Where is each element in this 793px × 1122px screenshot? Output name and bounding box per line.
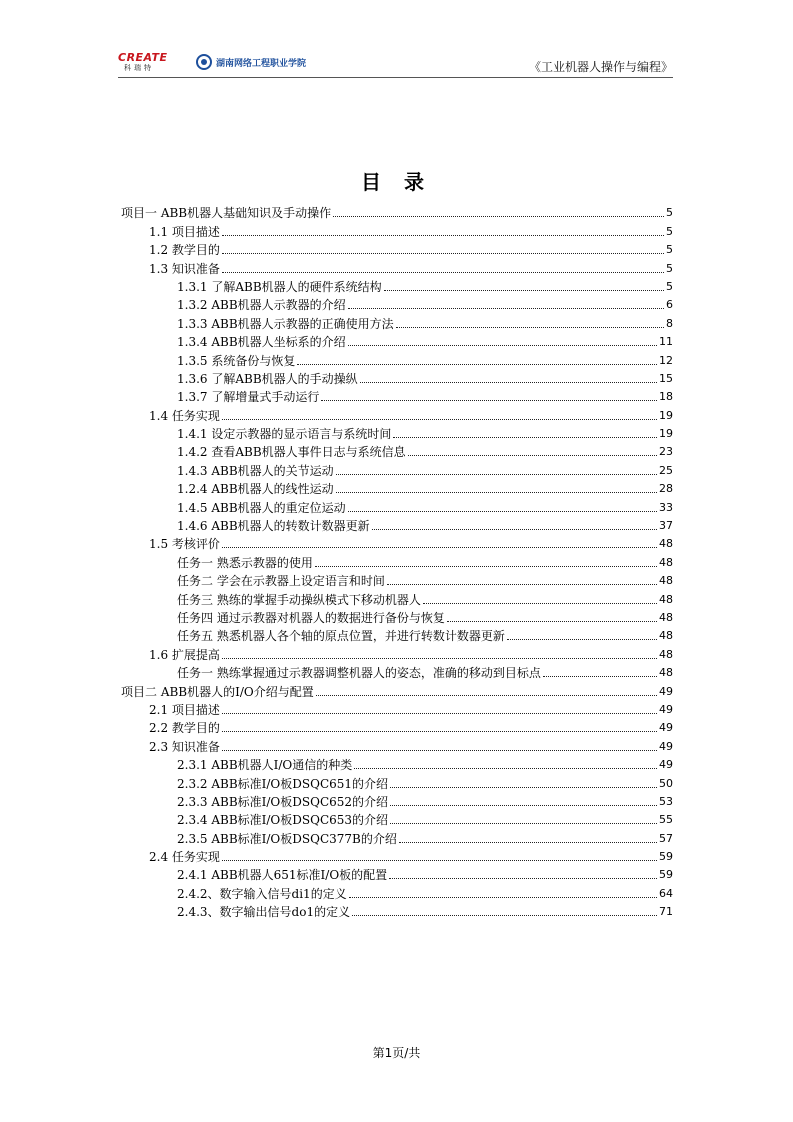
toc-entry-page: 5	[666, 243, 673, 257]
toc-entry-title: 项目一 ABB机器人基础知识及手动操作	[121, 206, 332, 221]
toc-entry-title: 1.3.6 了解ABB机器人的手动操纵	[177, 371, 358, 386]
dot-leader	[333, 216, 664, 217]
toc-entry[interactable]	[121, 276, 673, 294]
toc-entry-page: 57	[659, 831, 673, 845]
toc-entry[interactable]	[121, 478, 673, 496]
logo-sub: 科瑞特	[124, 64, 154, 72]
toc-entry-title: 任务二 学会在示教器上设定语言和时间	[177, 574, 385, 589]
toc-entry-page: 55	[659, 813, 673, 827]
college-name: 湖南网络工程职业学院	[216, 58, 307, 69]
dot-leader	[315, 566, 657, 567]
dot-leader	[352, 915, 657, 916]
dot-leader	[348, 345, 657, 346]
toc-entry-page: 49	[659, 721, 673, 735]
toc-entry-title: 1.3.2 ABB机器人示教器的介绍	[177, 298, 346, 313]
toc-entry[interactable]	[121, 312, 673, 330]
toc-entry-title: 项目二 ABB机器人的I/O介绍与配置	[121, 684, 314, 699]
toc-entry-page: 71	[659, 905, 673, 919]
dot-leader	[222, 419, 657, 420]
toc-entry-title: 任务五 熟悉机器人各个轴的原点位置，并进行转数计数器更新	[177, 629, 505, 644]
toc-entry-title: 1.4.2 查看ABB机器人事件日志与系统信息	[177, 445, 406, 460]
toc-entry-title: 任务一 熟练掌握通过示教器调整机器人的姿态，准确的移动到目标点	[177, 666, 541, 681]
toc-entry[interactable]	[121, 386, 673, 404]
toc-entry[interactable]	[121, 901, 673, 919]
toc-entry-page: 28	[659, 482, 673, 496]
toc-entry-page: 53	[659, 794, 673, 808]
toc-entry-page: 8	[666, 316, 673, 330]
toc-entry-title: 1.2 教学目的	[149, 243, 220, 258]
dot-leader	[447, 621, 657, 622]
dot-leader	[423, 603, 657, 604]
toc-entry[interactable]	[121, 791, 673, 809]
toc-entry-page: 5	[666, 279, 673, 293]
dot-leader	[387, 584, 657, 585]
toc-entry[interactable]	[121, 202, 673, 220]
toc-entry-title: 2.3.3 ABB标准I/O板DSQC652的介绍	[177, 794, 389, 809]
dot-leader	[543, 676, 657, 677]
toc-entry-title: 2.3.5 ABB标准I/O板DSQC377B的介绍	[177, 831, 397, 846]
header-divider	[118, 77, 673, 78]
toc-entry-title: 2.4 任务实现	[149, 850, 220, 865]
toc-entry-page: 19	[659, 427, 673, 441]
page-header	[118, 44, 673, 78]
dot-leader	[297, 364, 657, 365]
dot-leader	[222, 253, 664, 254]
toc-entry-page: 48	[659, 555, 673, 569]
toc-entry[interactable]	[121, 220, 673, 238]
toc-entry[interactable]	[121, 772, 673, 790]
toc-entry-title: 1.4.1 设定示教器的显示语言与系统时间	[177, 427, 392, 442]
toc-entry[interactable]	[121, 607, 673, 625]
toc-entry-title: 任务一 熟悉示教器的使用	[177, 555, 313, 570]
page-footer: 第1页/共	[372, 1046, 421, 1060]
toc-entry[interactable]	[121, 588, 673, 606]
toc-entry[interactable]	[121, 533, 673, 551]
toc-entry-page: 50	[659, 776, 673, 790]
toc-entry[interactable]	[121, 349, 673, 367]
toc-entry-page: 5	[666, 224, 673, 238]
dot-leader	[222, 750, 657, 751]
toc-entry[interactable]	[121, 496, 673, 514]
dot-leader	[222, 713, 657, 714]
dot-leader	[222, 547, 657, 548]
toc-entry-page: 48	[659, 537, 673, 551]
toc-entry[interactable]	[121, 441, 673, 459]
dot-leader	[349, 897, 657, 898]
toc-entry-page: 37	[659, 519, 673, 533]
toc-entry-title: 1.5 考核评价	[149, 537, 220, 552]
dot-leader	[222, 731, 657, 732]
toc-entry-page: 18	[659, 390, 673, 404]
book-title: 《工业机器人操作与编程》	[528, 60, 673, 74]
toc-entry[interactable]	[121, 735, 673, 753]
toc-entry[interactable]	[121, 570, 673, 588]
dot-leader	[222, 235, 664, 236]
toc-entry[interactable]	[121, 717, 673, 735]
dot-leader	[372, 529, 657, 530]
toc-entry[interactable]	[121, 662, 673, 680]
toc-entry-title: 2.3.4 ABB标准I/O板DSQC653的介绍	[177, 813, 389, 828]
toc-entry-title: 2.3.1 ABB机器人I/O通信的种类	[177, 758, 353, 773]
toc-entry-page: 19	[659, 408, 673, 422]
toc-entry-page: 49	[659, 684, 673, 698]
toc-entry-page: 23	[659, 445, 673, 459]
dot-leader	[321, 400, 657, 401]
logo-brand: CREATE	[118, 51, 168, 64]
toc-entry[interactable]	[121, 368, 673, 386]
toc-entry-title: 2.4.3、数字输出信号do1的定义	[177, 905, 351, 920]
toc-entry-title: 1.3 知识准备	[149, 261, 220, 276]
dot-leader	[354, 768, 657, 769]
toc-entry[interactable]	[121, 257, 673, 275]
toc-entry-page: 6	[666, 298, 673, 312]
toc-entry-page: 48	[659, 574, 673, 588]
toc-entry[interactable]	[121, 827, 673, 845]
toc-entry-page: 11	[659, 335, 673, 349]
toc-entry[interactable]	[121, 459, 673, 477]
dot-leader	[408, 455, 657, 456]
toc-entry-title: 2.2 教学目的	[149, 721, 220, 736]
toc-entry-title: 1.3.4 ABB机器人坐标系的介绍	[177, 335, 346, 350]
toc-entry[interactable]	[121, 809, 673, 827]
toc-entry-page: 49	[659, 758, 673, 772]
toc-entry-page: 49	[659, 739, 673, 753]
toc-entry-page: 48	[659, 647, 673, 661]
dot-leader	[336, 492, 657, 493]
toc-entry-page: 48	[659, 666, 673, 680]
table-of-contents	[121, 202, 673, 919]
toc-entry[interactable]	[121, 625, 673, 643]
toc-entry-title: 1.3.5 系统备份与恢复	[177, 353, 296, 368]
toc-entry-title: 2.3.2 ABB标准I/O板DSQC651的介绍	[177, 776, 389, 791]
toc-entry[interactable]	[121, 294, 673, 312]
toc-entry[interactable]	[121, 846, 673, 864]
toc-entry-page: 12	[659, 353, 673, 367]
dot-leader	[384, 290, 664, 291]
toc-entry-title: 1.6 扩展提高	[149, 647, 220, 662]
toc-entry-title: 1.4.5 ABB机器人的重定位运动	[177, 500, 346, 515]
dot-leader	[222, 658, 657, 659]
toc-entry-page: 5	[666, 261, 673, 275]
toc-entry-title: 1.3.1 了解ABB机器人的硬件系统结构	[177, 279, 382, 294]
toc-entry[interactable]	[121, 331, 673, 349]
dot-leader	[348, 511, 657, 512]
toc-entry-title: 任务四 通过示教器对机器人的数据进行备份与恢复	[177, 610, 445, 625]
dot-leader	[393, 437, 657, 438]
college-seal-icon	[196, 54, 212, 70]
toc-entry-title: 任务三 熟练的掌握手动操纵模式下移动机器人	[177, 592, 421, 607]
toc-entry[interactable]	[121, 551, 673, 569]
dot-leader	[507, 639, 657, 640]
dot-leader	[399, 842, 657, 843]
toc-entry-page: 59	[659, 868, 673, 882]
toc-title: 目 录	[361, 170, 432, 194]
toc-entry-title: 1.4.3 ABB机器人的关节运动	[177, 463, 334, 478]
dot-leader	[348, 308, 664, 309]
toc-entry-page: 59	[659, 850, 673, 864]
toc-entry[interactable]	[121, 680, 673, 698]
toc-entry[interactable]	[121, 699, 673, 717]
toc-entry[interactable]	[121, 864, 673, 882]
dot-leader	[390, 805, 657, 806]
toc-entry-page: 25	[659, 463, 673, 477]
toc-entry-title: 1.1 项目描述	[149, 224, 220, 239]
dot-leader	[390, 823, 657, 824]
toc-entry[interactable]	[121, 239, 673, 257]
toc-entry[interactable]	[121, 882, 673, 900]
toc-entry-title: 1.4.6 ABB机器人的转数计数器更新	[177, 519, 370, 534]
toc-entry-page: 49	[659, 702, 673, 716]
toc-entry-title: 1.3.7 了解增量式手动运行	[177, 390, 320, 405]
toc-entry-page: 48	[659, 610, 673, 624]
dot-leader	[316, 695, 657, 696]
dot-leader	[390, 787, 657, 788]
toc-entry-page: 5	[666, 206, 673, 220]
toc-entry-page: 15	[659, 371, 673, 385]
toc-entry-page: 33	[659, 500, 673, 514]
toc-entry-title: 1.3.3 ABB机器人示教器的正确使用方法	[177, 316, 394, 331]
toc-entry[interactable]	[121, 643, 673, 661]
toc-entry-page: 48	[659, 592, 673, 606]
toc-entry-title: 2.3 知识准备	[149, 739, 220, 754]
dot-leader	[389, 878, 657, 879]
toc-entry[interactable]	[121, 423, 673, 441]
toc-entry-title: 1.4 任务实现	[149, 408, 220, 423]
toc-entry-title: 2.4.1 ABB机器人651标准I/O板的配置	[177, 868, 388, 883]
toc-entry-page: 48	[659, 629, 673, 643]
toc-entry[interactable]	[121, 404, 673, 422]
toc-entry[interactable]	[121, 754, 673, 772]
dot-leader	[222, 860, 657, 861]
college-logo	[196, 52, 306, 72]
toc-entry[interactable]	[121, 515, 673, 533]
create-logo	[118, 52, 182, 74]
dot-leader	[396, 327, 664, 328]
dot-leader	[336, 474, 657, 475]
toc-entry-page: 64	[659, 886, 673, 900]
toc-entry-title: 2.1 项目描述	[149, 702, 220, 717]
toc-entry-title: 1.2.4 ABB机器人的线性运动	[177, 482, 334, 497]
dot-leader	[222, 272, 664, 273]
dot-leader	[360, 382, 657, 383]
toc-entry-title: 2.4.2、数字输入信号di1的定义	[177, 886, 347, 901]
